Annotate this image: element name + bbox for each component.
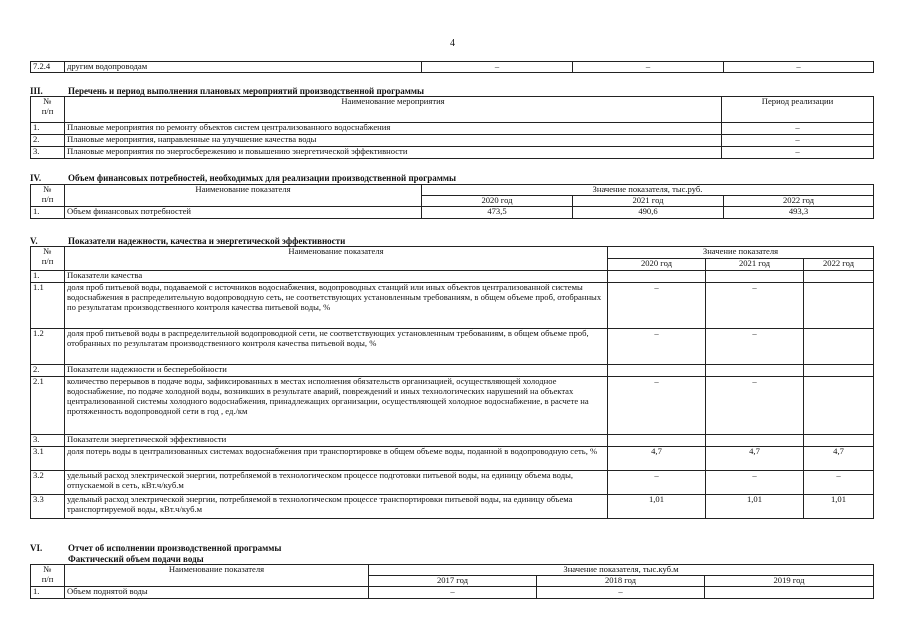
table-row	[31, 471, 874, 495]
row-num: 1.2	[31, 329, 65, 365]
row-value: –	[706, 283, 804, 329]
section-5-heading	[30, 236, 345, 246]
table-header-row	[31, 565, 874, 576]
col-header-name: Наименование показателя	[65, 185, 422, 207]
row-num: 3.	[31, 435, 65, 447]
row-value: 493,3	[724, 207, 874, 219]
section-3-roman: III.	[30, 86, 43, 96]
row-name: доля потерь воды в централизованных системах водоснабжения при транспортировке в общем объеме воды, поданной в водопроводную сеть, %	[65, 447, 608, 471]
row-value: 1,01	[706, 495, 804, 519]
row-name: доля проб питьевой воды в распределительной водопроводной сети, не соответствующих установленным требованиям, в общем объеме проб, отобранных по результатам производственного контроля качества питьевой воды, %	[65, 329, 608, 365]
table-row	[31, 587, 874, 599]
col-header-period: Период реализации	[722, 97, 874, 123]
section-6-title: Отчет об исполнении производственной программы	[68, 543, 282, 553]
col-header-year: 2019 год	[705, 576, 874, 587]
row-name: удельный расход электрической энергии, потребляемой в технологическом процессе транспортировки питьевой воды, на единицу объема транспортируемой воды, кВт.ч/куб.м	[65, 495, 608, 519]
section-5-title: Показатели надежности, качества и энергетической эффективности	[68, 236, 346, 246]
row-value	[804, 329, 874, 365]
col-header-value: Значение показателя, тыс.руб.	[422, 185, 874, 196]
section-4-roman: IV.	[30, 173, 42, 183]
row-value: 473,5	[422, 207, 573, 219]
section-3-heading	[30, 86, 424, 96]
top-row-table	[30, 61, 874, 73]
table-group-row	[31, 271, 874, 283]
row-value: –	[706, 471, 804, 495]
row-name: количество перерывов в подаче воды, зафиксированных в местах исполнения обязательств организацией, осуществляющей холодное водоснабжение, по подаче холодной воды, возникших в результате аварий, повреждений и иных технологических нарушений на объектах централизованной системы холодного водоснабжения, принадлежащих организации, осуществляющей холодное водоснабжение, в расчете на протяженность водопроводной сети в год , ед./км	[65, 377, 608, 435]
col-header-num: № п/п	[31, 247, 65, 271]
row-name: Показатели энергетической эффективности	[65, 435, 608, 447]
section-6-subtitle: Фактический объем подачи воды	[68, 554, 204, 564]
row-value	[705, 587, 874, 599]
col-header-year: 2018 год	[537, 576, 705, 587]
row-num: 2.1	[31, 377, 65, 435]
row-value: –	[422, 62, 573, 73]
row-value: –	[608, 283, 706, 329]
section-4-table	[30, 184, 874, 219]
section-6-roman: VI.	[30, 543, 43, 553]
row-value: –	[804, 471, 874, 495]
section-6-table	[30, 564, 874, 599]
row-value: –	[608, 377, 706, 435]
row-name: другим водопроводам	[65, 62, 422, 73]
table-row	[31, 135, 874, 147]
col-header-num: № п/п	[31, 97, 65, 123]
row-name: Плановые мероприятия по энергосбережению и повышению энергетической эффективности	[65, 147, 722, 159]
col-header-value: Значение показателя	[608, 247, 874, 259]
col-header-name: Наименование показателя	[65, 247, 608, 271]
table-row	[31, 123, 874, 135]
row-num: 7.2.4	[31, 62, 65, 73]
row-value: –	[537, 587, 705, 599]
table-row	[31, 495, 874, 519]
table-header-row	[31, 247, 874, 259]
table-header-row	[31, 185, 874, 196]
col-header-year: 2021 год	[706, 259, 804, 271]
row-num: 1.	[31, 271, 65, 283]
page-number: 4	[450, 38, 455, 49]
col-header-value: Значение показателя, тыс.куб.м	[369, 565, 874, 576]
row-value: –	[608, 329, 706, 365]
col-header-year: 2022 год	[804, 259, 874, 271]
section-5-table	[30, 246, 874, 519]
col-header-year: 2020 год	[422, 196, 573, 207]
row-value: –	[724, 62, 874, 73]
row-num: 3.	[31, 147, 65, 159]
col-header-year: 2020 год	[608, 259, 706, 271]
row-num: 1.	[31, 123, 65, 135]
row-num: 1.1	[31, 283, 65, 329]
row-value: –	[706, 329, 804, 365]
table-header-row	[31, 97, 874, 123]
row-name: Объем поднятой воды	[65, 587, 369, 599]
section-4-title: Объем финансовых потребностей, необходимых для реализации производственной программы	[68, 173, 457, 183]
row-value: 4,7	[706, 447, 804, 471]
row-period: –	[722, 147, 874, 159]
col-header-name: Наименование мероприятия	[65, 97, 722, 123]
row-num: 3.1	[31, 447, 65, 471]
table-row	[31, 447, 874, 471]
table-row	[31, 329, 874, 365]
table-row	[31, 147, 874, 159]
section-5-roman: V.	[30, 236, 38, 246]
row-num: 3.2	[31, 471, 65, 495]
row-value: 490,6	[573, 207, 724, 219]
col-header-year: 2017 год	[369, 576, 537, 587]
row-value: –	[573, 62, 724, 73]
col-header-year: 2022 год	[724, 196, 874, 207]
row-value	[804, 377, 874, 435]
row-value: –	[369, 587, 537, 599]
row-value: 1,01	[804, 495, 874, 519]
row-name: доля проб питьевой воды, подаваемой с источников водоснабжения, водопроводных станций или иных объектов централизованной системы водоснабжения в распределительную водопроводную сеть, не соответствующих установленным требованиям, в общем объеме проб, отобранных по результатам производственного контроля качества питьевой воды, %	[65, 283, 608, 329]
row-value: 4,7	[608, 447, 706, 471]
row-name: Плановые мероприятия по ремонту объектов систем централизованного водоснабжения	[65, 123, 722, 135]
col-header-name: Наименование показателя	[65, 565, 369, 587]
col-header-year: 2021 год	[573, 196, 724, 207]
section-6-heading	[30, 543, 281, 553]
row-name: Показатели качества	[65, 271, 608, 283]
table-group-row	[31, 365, 874, 377]
table-row	[31, 62, 874, 73]
section-4-heading	[30, 173, 456, 183]
row-value: 4,7	[804, 447, 874, 471]
col-header-num: № п/п	[31, 185, 65, 207]
row-period: –	[722, 135, 874, 147]
row-period: –	[722, 123, 874, 135]
row-num: 2.	[31, 135, 65, 147]
table-row	[31, 377, 874, 435]
row-num: 3.3	[31, 495, 65, 519]
table-row	[31, 207, 874, 219]
row-name: Показатели надежности и бесперебойности	[65, 365, 608, 377]
row-value: 1,01	[608, 495, 706, 519]
section-3-table	[30, 96, 874, 159]
col-header-num: № п/п	[31, 565, 65, 587]
row-value: –	[608, 471, 706, 495]
row-num: 1.	[31, 587, 65, 599]
row-num: 1.	[31, 207, 65, 219]
row-value	[804, 283, 874, 329]
row-name: Объем финансовых потребностей	[65, 207, 422, 219]
row-name: Плановые мероприятия, направленные на улучшение качества воды	[65, 135, 722, 147]
table-row	[31, 283, 874, 329]
row-name: удельный расход электрической энергии, потребляемой в технологическом процессе подготовки питьевой воды, на единицу объема воды, отпускаемой в сеть, кВт.ч/куб.м	[65, 471, 608, 495]
row-value: –	[706, 377, 804, 435]
row-num: 2.	[31, 365, 65, 377]
table-group-row	[31, 435, 874, 447]
section-3-title: Перечень и период выполнения плановых мероприятий производственной программы	[68, 86, 425, 96]
